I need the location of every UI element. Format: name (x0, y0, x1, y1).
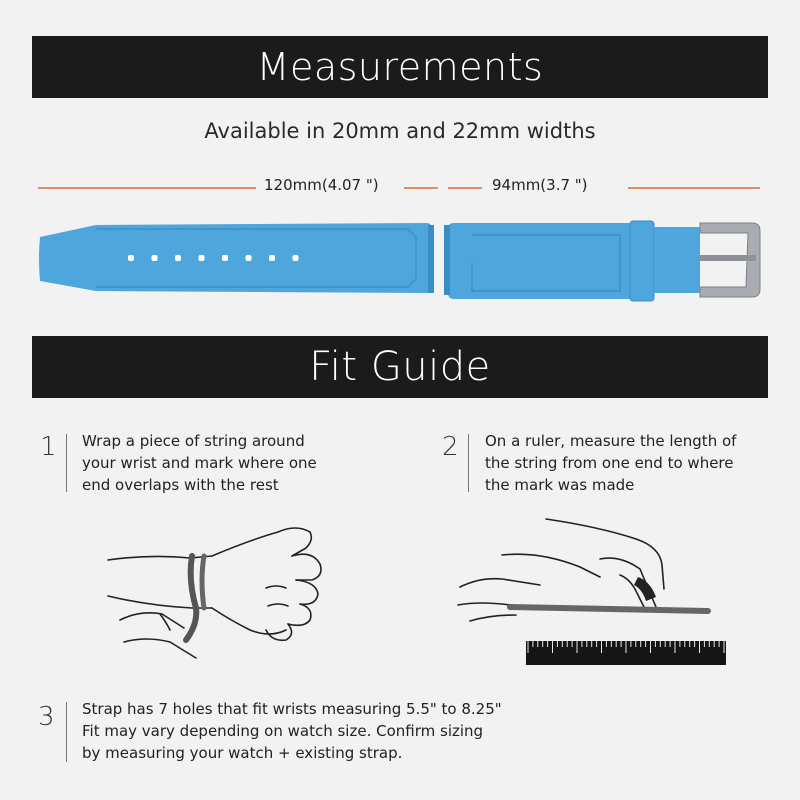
dimension-line-right (628, 187, 760, 189)
step-2-line-3: the mark was made (485, 476, 635, 494)
step-1-line-2: your wrist and mark where one (82, 454, 317, 472)
step-2-line-1: On a ruler, measure the length of (485, 432, 737, 450)
strap-hole (199, 255, 205, 261)
long-piece-length: 120mm(4.07 ") (264, 176, 379, 194)
widths-subtitle: Available in 20mm and 22mm widths (204, 119, 596, 143)
step-3-line-1: Strap has 7 holes that fit wrists measuring 5.5" to 8.25" (82, 700, 502, 718)
step-2-line-2: the string from one end to where (485, 454, 734, 472)
step-3-number: 3 (38, 702, 55, 732)
fit-guide-title: Fit Guide (309, 344, 491, 390)
fit-guide-banner (32, 336, 768, 398)
strap-hole (152, 255, 158, 261)
strap-hole (293, 255, 299, 261)
step-1-text (82, 430, 317, 496)
strap-hole (269, 255, 275, 261)
step-1-line-1: Wrap a piece of string around (82, 432, 305, 450)
strap-svg (36, 215, 766, 305)
step-1-number: 1 (40, 432, 57, 462)
dimension-line-mid-left (404, 187, 438, 189)
strap-hole (175, 255, 181, 261)
step-1-line-3: end overlaps with the rest (82, 476, 279, 494)
strap-hole (128, 255, 134, 261)
step-3-text (82, 698, 502, 764)
strap-hole (246, 255, 252, 261)
measurements-banner (32, 36, 768, 98)
step-2-number: 2 (442, 432, 459, 462)
step-3-line-2: Fit may vary depending on watch size. Confirm sizing (82, 722, 484, 740)
watch-strap-illustration (36, 215, 766, 309)
step-2-divider (468, 434, 469, 492)
step-2-text (485, 430, 736, 496)
long-strap-piece (39, 223, 432, 293)
measurements-title: Measurements (256, 45, 544, 89)
step-3-line-3: by measuring your watch + existing strap. (82, 744, 403, 762)
step-1-divider (66, 434, 67, 492)
strap-hole (222, 255, 228, 261)
short-piece-length: 94mm(3.7 ") (492, 176, 588, 194)
wrist-string-illustration (100, 510, 340, 660)
step-3-divider (66, 702, 67, 762)
strap-keeper (630, 221, 654, 301)
dimension-line-mid-right (448, 187, 482, 189)
ruler-measure-illustration (450, 515, 760, 670)
dimension-line-left (38, 187, 256, 189)
